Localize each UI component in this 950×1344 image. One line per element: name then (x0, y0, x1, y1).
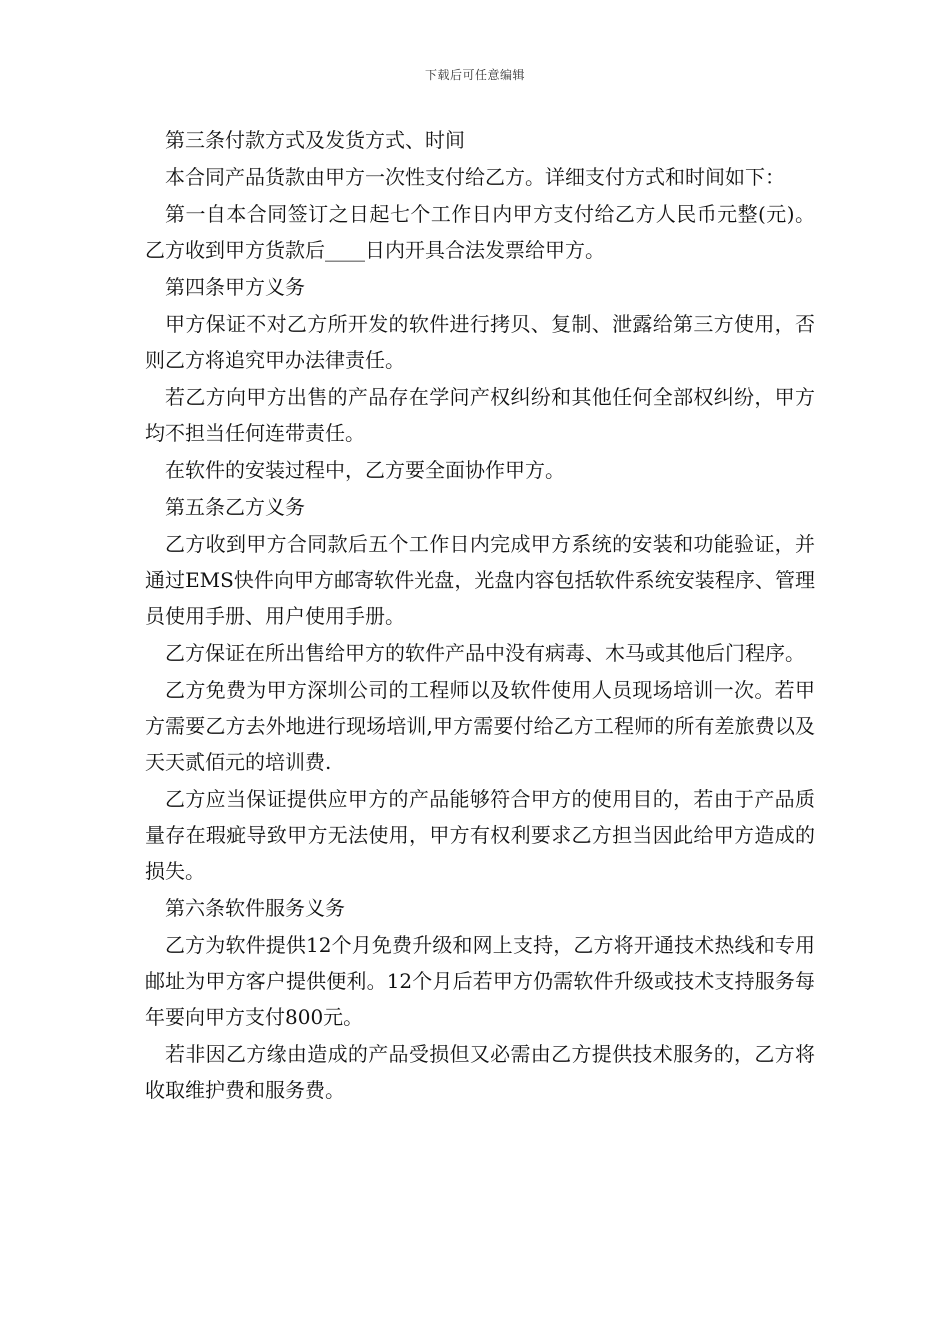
paragraph: 乙方应当保证提供应甲方的产品能够符合甲方的使用目的，若由于产品质量存在瑕疵导致甲方无法使用，甲方有权利要求乙方担当因此给甲方造成的损失。 (145, 787, 815, 883)
paragraph: 乙方免费为甲方深圳公司的工程师以及软件使用人员现场培训一次。若甲方需要乙方去外地进行现场培训,甲方需要付给乙方工程师的所有差旅费以及天天贰佰元的培训费. (145, 678, 815, 774)
page-header-note: 下载后可任意编辑 (424, 68, 525, 82)
paragraph: 若非因乙方缘由造成的产品受损但又必需由乙方提供技术服务的，乙方将收取维护费和服务费。 (145, 1042, 815, 1102)
paragraph: 在软件的安装过程中，乙方要全面协作甲方。 (165, 458, 565, 482)
paragraph: 本合同产品货款由甲方一次性支付给乙方。详细支付方式和时间如下： (165, 165, 785, 189)
paragraph: 乙方保证在所出售给甲方的软件产品中没有病毒、木马或其他后门程序。 (165, 641, 805, 665)
section-heading-5: 第五条乙方义务 (165, 495, 305, 519)
section-heading-4: 第四条甲方义务 (165, 275, 305, 299)
paragraph: 若乙方向甲方出售的产品存在学问产权纠纷和其他任何全部权纠纷，甲方均不担当任何连带责任。 (145, 385, 815, 445)
paragraph: 乙方收到甲方合同款后五个工作日内完成甲方系统的安装和功能验证，并通过EMS快件向甲方邮寄软件光盘，光盘内容包括软件系统安装程序、管理员使用手册、用户使用手册。 (145, 532, 815, 628)
paragraph: 甲方保证不对乙方所开发的软件进行拷贝、复制、泄露给第三方使用，否则乙方将追究甲办法律责任。 (145, 312, 815, 372)
paragraph: 乙方为软件提供12个月免费升级和网上支持，乙方将开通技术热线和专用邮址为甲方客户提供便利。12个月后若甲方仍需软件升级或技术支持服务每年要向甲方支付800元。 (145, 933, 815, 1029)
paragraph: 第一自本合同签订之日起七个工作日内甲方支付给乙方人民币元整(元)。乙方收到甲方货款后____日内开具合法发票给甲方。 (145, 202, 815, 262)
section-heading-6: 第六条软件服务义务 (165, 896, 345, 920)
document-body (145, 122, 815, 1109)
section-heading-3: 第三条付款方式及发货方式、时间 (165, 128, 465, 152)
